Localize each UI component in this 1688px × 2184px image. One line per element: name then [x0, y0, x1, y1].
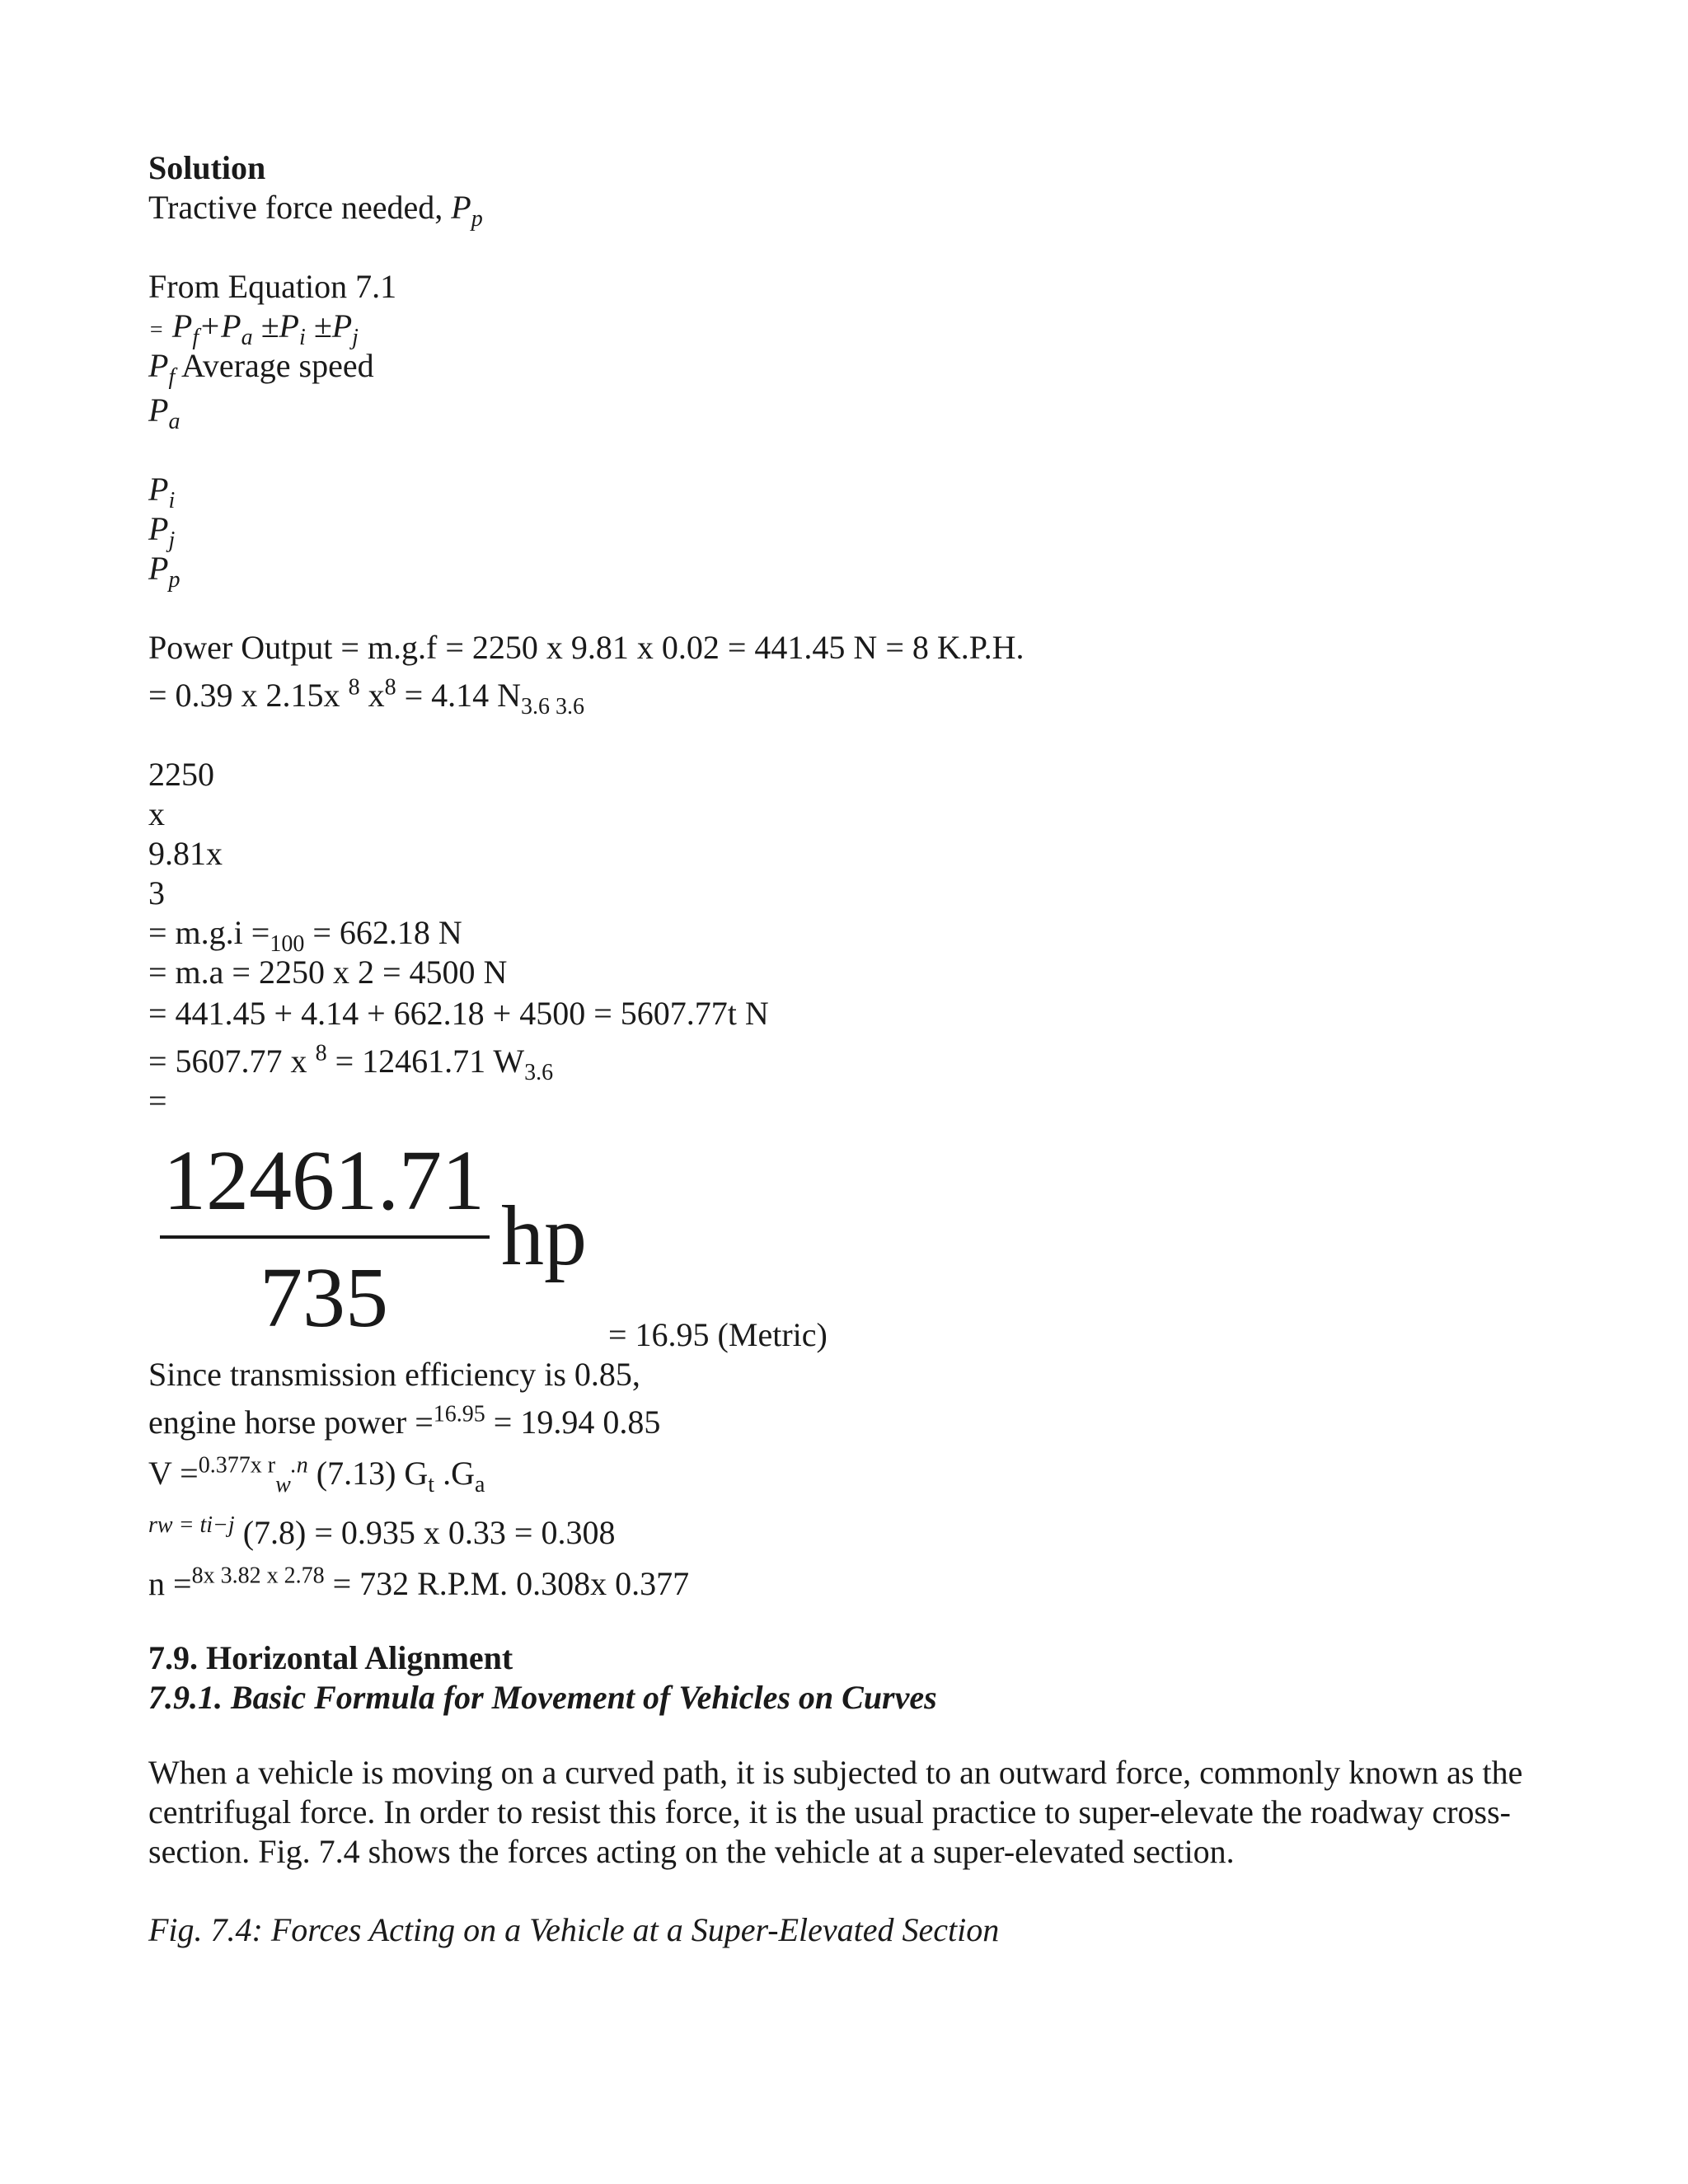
sum-line: = 441.45 + 4.14 + 662.18 + 4500 = 5607.77t N	[148, 995, 769, 1032]
metric-result: = 16.95 (Metric)	[608, 1316, 828, 1353]
efficiency-line: Since transmission efficiency is 0.85,	[148, 1356, 640, 1393]
intro-line: Tractive force needed, $P_p$	[148, 189, 483, 232]
from-equation-line: From Equation 7.1	[148, 268, 397, 305]
equals-alone: =	[148, 1082, 167, 1119]
solution-heading: Solution	[148, 149, 266, 186]
pj-line: $P_j$	[148, 510, 176, 553]
pi-line: $P_i$	[148, 471, 176, 513]
stack-line-4: 3	[148, 874, 165, 912]
stack-line-3: 9.81x	[148, 835, 223, 872]
engine-hp-line: engine horse power =$^{16.95}$ = 19.94 0.85	[148, 1401, 661, 1441]
watts-line: = 5607.77 x $^8$ = 12461.71 $W_{3.6}$	[148, 1040, 554, 1085]
fraction-denominator: 735	[260, 1250, 388, 1345]
body-paragraph: When a vehicle is moving on a curved path, it is subjected to an outward force, commonly known as the centrifugal force. In order to resist this force, it is the usual practice to super-elevate the roadway cross-section. Fig. 7.4 shows the forces acting on the vehicle at a super-elevated section.	[148, 1754, 1523, 1870]
mgi-line: = $m.g.i =_{100} = 662.18$ N	[148, 914, 462, 957]
rw-line: $^{rw = ti-j}$ (7.8) = 0.935 x 0.33 = 0.308	[148, 1512, 616, 1551]
equation-0-39-line: = 0.39 x 2.15x $^8$ $x^8 = 4.14$ $N_{3.6 3.6}$	[148, 674, 585, 719]
section-heading: 7.9. Horizontal Alignment	[148, 1639, 513, 1676]
stack-line-1: 2250	[148, 756, 214, 793]
subsection-heading: 7.9.1. Basic Formula for Movement of Vehicles on Curves	[148, 1679, 937, 1716]
fraction-numerator: 12461.71	[163, 1133, 485, 1228]
rpm-line: n =$^{8x 3.82 x 2.78}$ = 732 R.P.M. 0.308x 0.377	[148, 1563, 690, 1602]
pf-line: $P_f$ Average speed	[148, 347, 374, 390]
velocity-line: V =$^{0.377x r}_w^{.n}$ (7.13) $G_t$ $.G_a$	[148, 1452, 485, 1497]
pa-line: $P_a$	[148, 391, 181, 434]
power-output-line: Power Output = m.g.f = 2250 x 9.81 x 0.02 = 441.45 N = 8 K.P.H.	[148, 629, 1025, 666]
pp-line: $P_p$	[148, 550, 181, 593]
fraction-unit: hp	[501, 1188, 587, 1283]
fraction-bar	[160, 1235, 490, 1239]
stack-line-2: x	[148, 795, 165, 832]
equation-sum: = $P_f+P_a \pm P_i \pm P_j$	[148, 307, 359, 350]
ma-line: = m.a = 2250 x 2 = 4500 N	[148, 954, 508, 991]
figure-caption: Fig. 7.4: Forces Acting on a Vehicle at a Super-Elevated Section	[148, 1911, 1000, 1948]
